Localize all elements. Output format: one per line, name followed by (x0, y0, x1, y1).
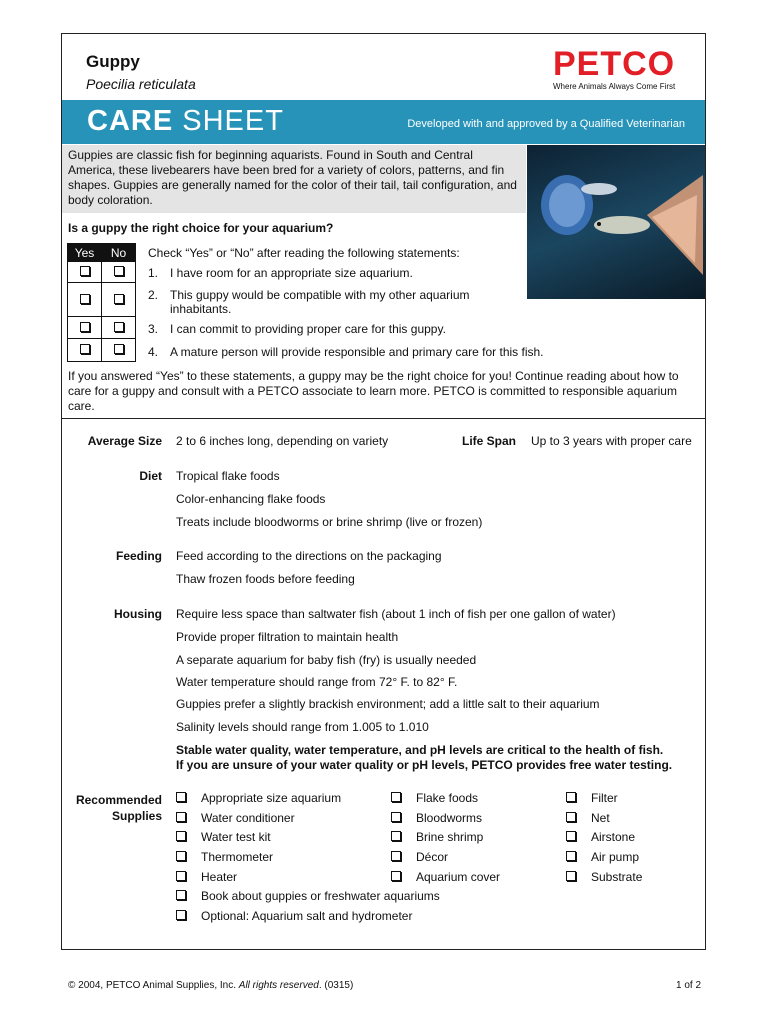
checkbox-no-3[interactable] (114, 322, 124, 332)
supply-item[interactable]: Flake foods (391, 791, 478, 805)
supplies-label: Recommended Supplies (75, 793, 162, 823)
supply-item[interactable]: Filter (566, 791, 618, 805)
no-header: No (102, 244, 136, 262)
supply-item[interactable]: Net (566, 811, 610, 825)
statement-item: 3. I can commit to providing proper care for this guppy. (148, 322, 446, 336)
scientific-name: Poecilia reticulata (86, 76, 196, 92)
feeding-item: Thaw frozen foods before feeding (176, 572, 355, 586)
feeding-item: Feed according to the directions on the packaging (176, 549, 442, 563)
diet-item: Treats include bloodworms or brine shrimp (live or frozen) (176, 515, 483, 529)
average-size-label: Average Size (87, 434, 162, 448)
diet-label: Diet (139, 469, 162, 483)
supply-item[interactable]: Substrate (566, 870, 642, 884)
life-span-label: Life Span (462, 434, 517, 448)
housing-item: Provide proper filtration to maintain health (176, 630, 399, 644)
yes-no-checklist (67, 243, 136, 362)
housing-item: Water temperature should range from 72° F. to 82° F. (176, 675, 458, 689)
copyright-notice: © 2004, PETCO Animal Supplies, Inc. All rights reserved. (0315) (68, 980, 354, 991)
supply-item[interactable]: Thermometer (176, 850, 273, 864)
supply-item[interactable]: Aquarium cover (391, 870, 500, 884)
statement-item: 4. A mature person will provide responsible and primary care for this fish. (148, 345, 544, 359)
yes-header: Yes (68, 244, 102, 262)
page-number: 1 of 2 (676, 980, 702, 991)
housing-item: A separate aquarium for baby fish (fry) is usually needed (176, 653, 477, 667)
suitability-question: Is a guppy the right choice for your aquarium? (68, 221, 334, 235)
supply-item[interactable]: Airstone (566, 830, 635, 844)
checkbox-no-1[interactable] (114, 266, 124, 276)
supply-item[interactable]: Brine shrimp (391, 830, 483, 844)
banner-title: CARE SHEET (87, 105, 284, 137)
page-title: Guppy (86, 52, 140, 71)
checklist-instruction: Check “Yes” or “No” after reading the following statements: (148, 246, 460, 260)
logo-wordmark: PETCO (553, 45, 676, 83)
supply-item[interactable]: Appropriate size aquarium (176, 791, 341, 805)
supply-item[interactable]: Air pump (566, 850, 639, 864)
average-size-value: 2 to 6 inches long, depending on variety (176, 434, 389, 448)
checklist-conclusion: If you answered “Yes” to these statements, a guppy may be the right choice for you! Continue reading about how to care for a guppy and consult with a PETCO associate to learn more. PETCO is committed to responsible aquarium care. (68, 369, 679, 413)
supply-item[interactable]: Water test kit (176, 830, 271, 844)
housing-item: Salinity levels should range from 1.005 to 1.010 (176, 720, 429, 734)
supply-item[interactable]: Optional: Aquarium salt and hydrometer (176, 909, 412, 923)
checkbox-no-2[interactable] (114, 294, 124, 304)
diet-item: Color-enhancing flake foods (176, 492, 326, 506)
water-quality-note: Stable water quality, water temperature, and pH levels are critical to the health of fish. If you are unsure of your water quality or pH levels, PETCO provides free water testing. (176, 743, 673, 772)
care-sheet-banner (62, 100, 705, 144)
supply-item[interactable]: Bloodworms (391, 811, 482, 825)
feeding-label: Feeding (115, 549, 162, 563)
statement-item: 2. This guppy would be compatible with my other aquarium inhabitants. (148, 288, 470, 316)
supply-item[interactable]: Décor (391, 850, 448, 864)
intro-paragraph: Guppies are classic fish for beginning aquarists. Found in South and Central America, these livebearers have been bred for a variety of colors, patterns, and fin shapes. Guppies are generally named for the color of their tail, tail configuration, and body coloration. (62, 145, 526, 213)
housing-label: Housing (114, 607, 162, 621)
diet-item: Tropical flake foods (176, 469, 280, 483)
checkbox-yes-3[interactable] (80, 322, 90, 332)
supply-item[interactable]: Book about guppies or freshwater aquariums (176, 889, 440, 903)
checkbox-yes-1[interactable] (80, 266, 90, 276)
section-divider (62, 418, 705, 419)
supply-item[interactable]: Heater (176, 870, 237, 884)
guppy-photo (527, 145, 705, 299)
statement-item: 1. I have room for an appropriate size aquarium. (148, 266, 413, 280)
life-span-value: Up to 3 years with proper care (531, 434, 692, 448)
housing-item: Guppies prefer a slightly brackish environment; add a little salt to their aquarium (176, 697, 600, 711)
supply-item[interactable]: Water conditioner (176, 811, 295, 825)
logo-tagline: Where Animals Always Come First (553, 82, 676, 91)
checkbox-no-4[interactable] (114, 344, 124, 354)
petco-logo (553, 44, 688, 91)
checkbox-yes-2[interactable] (80, 294, 90, 304)
checkbox-yes-4[interactable] (80, 344, 90, 354)
banner-subtitle: Developed with and approved by a Qualified Veterinarian (407, 118, 685, 130)
housing-item: Require less space than saltwater fish (about 1 inch of fish per one gallon of water) (176, 607, 616, 621)
